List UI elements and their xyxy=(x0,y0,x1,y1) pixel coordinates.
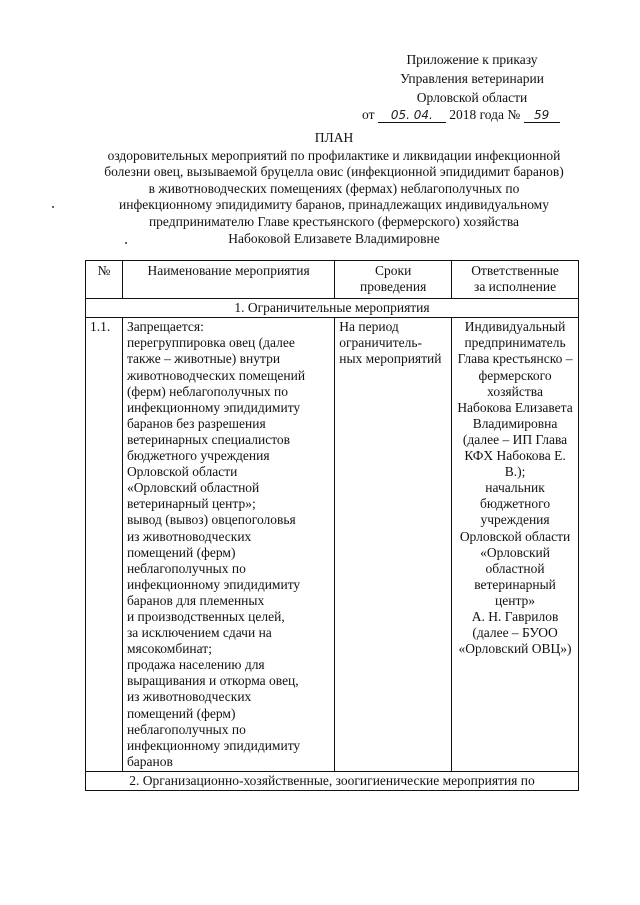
action-line: бюджетного учреждения xyxy=(126,448,270,464)
responsible-line: ветеринарный центр» xyxy=(474,576,556,608)
action-line: помещений (ферм) xyxy=(126,705,236,721)
order-prefix: от xyxy=(362,107,375,122)
action-line: ветеринарных специалистов xyxy=(126,431,291,447)
responsible-line: Набокова Елизавета xyxy=(457,399,573,415)
scan-speck xyxy=(125,242,127,244)
title-heading: ПЛАН xyxy=(314,130,354,145)
action-line: Запрещается: xyxy=(126,319,204,335)
action-line: перегруппировка овец (далее xyxy=(126,335,295,351)
responsible-line: КФХ Набокова Е. xyxy=(464,448,566,464)
responsible-line: А. Н. Гаврилов xyxy=(471,608,559,624)
action-line: баранов без разрешения xyxy=(126,415,266,431)
plan-table xyxy=(85,260,579,791)
responsible-line: Орловской области xyxy=(459,528,571,544)
row-number: 1.1. xyxy=(86,318,123,772)
header-name: Наименование мероприятия xyxy=(122,261,334,299)
table-row xyxy=(86,318,579,772)
header-term-line: проведения xyxy=(359,279,427,295)
section-row xyxy=(86,771,579,790)
responsible-line: фермерского xyxy=(478,367,552,383)
title-line: предпринимателю Главе крестьянского (фермерского) хозяйства xyxy=(148,213,520,229)
title-line: инфекционному эпидидимиту баранов, принадлежащих индивидуальному xyxy=(119,197,549,213)
action-line: инфекционному эпидидимиту xyxy=(126,399,301,415)
order-year: 2018 года № xyxy=(449,107,521,122)
action-line: и производственных целей, xyxy=(126,608,285,624)
annex-line: Орловской области xyxy=(416,90,528,105)
responsible-line: «Орловский xyxy=(480,544,550,560)
action-line: ветеринарный центр»; xyxy=(126,496,256,512)
responsible-line: В.); xyxy=(504,464,526,480)
action-line: выращивания и откорма овец, xyxy=(126,673,299,689)
action-line: за исключением сдачи на xyxy=(126,625,272,641)
action-line: инфекционному эпидидимиту xyxy=(126,737,301,753)
table-header-row xyxy=(86,261,579,299)
action-line: Орловской области xyxy=(126,464,238,480)
action-line: баранов для племенных xyxy=(126,592,265,608)
title-line: Набоковой Елизавете Владимировне xyxy=(228,230,440,246)
responsible-line: учреждения xyxy=(480,512,550,528)
term-line: ограничитель- xyxy=(339,335,423,351)
responsible-line: предприниматель xyxy=(464,335,566,351)
action-line: неблагополучных по xyxy=(126,721,246,737)
annex-header xyxy=(362,50,582,107)
responsible-line: Владимировна xyxy=(472,415,558,431)
action-line: неблагополучных по xyxy=(126,560,246,576)
row-term xyxy=(335,318,452,772)
responsible-line: Индивидуальный xyxy=(464,319,566,335)
annex-line: Приложение к приказу xyxy=(406,52,538,67)
title-line: в животноводческих помещениях (фермах) неблагополучных по xyxy=(148,180,520,196)
section-row xyxy=(86,299,579,318)
action-line: помещений (ферм) xyxy=(126,544,236,560)
responsible-line: хозяйства xyxy=(487,383,543,399)
responsible-line: начальник xyxy=(485,480,545,496)
responsible-line: (далее – БУОО xyxy=(472,625,558,641)
header-responsible xyxy=(452,261,579,299)
responsible-line: (далее – ИП Глава xyxy=(462,431,568,447)
action-line: вывод (вывоз) овцепоголовья xyxy=(126,512,296,528)
action-line: «Орловский областной xyxy=(126,480,260,496)
action-line: баранов xyxy=(126,753,173,769)
row-action xyxy=(122,318,334,772)
header-resp-line: Ответственные xyxy=(471,263,559,278)
action-line: продажа населению для xyxy=(126,657,265,673)
annex-line: Управления ветеринарии xyxy=(400,71,544,86)
order-reference xyxy=(362,107,560,123)
term-line: ных мероприятий xyxy=(339,351,442,367)
header-term-line: Сроки xyxy=(375,263,412,278)
document-title xyxy=(88,130,580,247)
row-responsible xyxy=(452,318,579,772)
responsible-line: бюджетного xyxy=(479,496,551,512)
title-line: оздоровительных мероприятий по профилактике и ликвидации инфекционной xyxy=(107,147,561,163)
action-line: (ферм) неблагополучных по xyxy=(126,383,289,399)
action-line: мясокомбинат; xyxy=(126,641,212,657)
header-resp-line: за исполнение xyxy=(473,279,557,295)
section-title: 1. Ограничительные мероприятия xyxy=(86,299,579,318)
title-line: болезни овец, вызываемой бруцелла овис (инфекционной эпидидимит баранов) xyxy=(104,164,564,180)
responsible-line: Глава крестьянско – xyxy=(457,351,573,367)
order-date-handwritten: 05. 04. xyxy=(378,108,446,123)
responsible-line: областной xyxy=(485,560,545,576)
action-line: также – животные) внутри xyxy=(126,351,281,367)
responsible-line: «Орловский ОВЦ») xyxy=(458,641,572,657)
action-line: животноводческих помещений xyxy=(126,367,306,383)
header-num: № xyxy=(86,261,123,299)
scan-speck xyxy=(52,206,54,208)
action-line: из животноводческих xyxy=(126,689,252,705)
section-title: 2. Организационно-хозяйственные, зоогигиенические мероприятия по xyxy=(86,771,579,790)
term-line: На период xyxy=(339,319,399,335)
order-number-handwritten: 59 xyxy=(524,108,560,123)
action-line: инфекционному эпидидимиту xyxy=(126,576,301,592)
header-term xyxy=(335,261,452,299)
action-line: из животноводческих xyxy=(126,528,252,544)
